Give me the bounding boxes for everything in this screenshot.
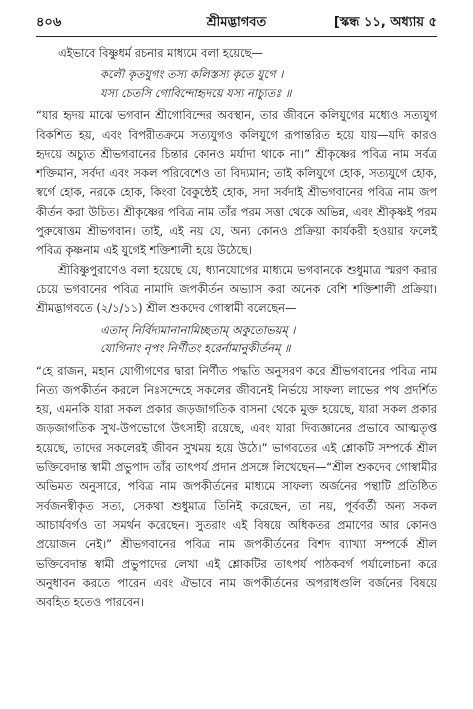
- page-number: ৪০৬: [36, 14, 62, 30]
- intro-paragraph: এইভাবে বিষ্ণুধর্ম রচনার মাধ্যমে বলা হয়েছে—: [58, 46, 263, 60]
- verse-line: কলৌ কৃতযুগং তস্য কলিস্তস্য কৃতে যুগে ।: [100, 67, 284, 82]
- body-paragraph: “যার হৃদয় মাঝে ভগবান শ্রীগোবিন্দের অবস্থান, তার জীবনে কলিযুগের মধ্যেও সত্যযুগ বিকশিত হয়, এবং বিপরীতক্রমে সত্যযুগও কলিযুগে রূপান্তরিত হয়ে যায়—যদি কারও হৃদয়ে অচ্যুত শ্রীভগবানের চিন্তার কোনও মর্যাদা থাকে না।” শ্রীকৃষ্ণের পবিত্র নাম সর্বত্র শক্তিমান, সর্বদা এবং সকল পরিবেশেও তা বিদ্যমান; তাই কলিযুগে হোক, সত্যযুগে হোক, স্বর্গে হোক, নরকে হোক, কিংবা বৈকুন্ঠেই হোক, সদা সর্বদাই শ্রীভগবানের পবিত্র নাম জপ কীর্তন করা উচিত। শ্রীকৃষ্ণের পবিত্র নাম তাঁর পরম সত্তা থেকে অভিন্ন, এবং শ্রীকৃষ্ণই পরম পুরুষোত্তম শ্রীভগবান। তাই, এই নয় যে, অন্য কোনও প্রক্রিয়া কার্যকরী হওয়ার ফলেই পবিত্র কৃষ্ণনাম এই যুগেই শক্তিশালী হয়ে উঠেছে।: [36, 108, 437, 258]
- verse-line: এতান্ নির্বিদ্যমানানামিচ্ছতাম্ অকুতোভয়ম্ ।: [100, 322, 296, 337]
- verse-line: যস্য চেতসি গোবিন্দোহৃদয়ে যস্য নাচ্যুতঃ ॥: [100, 85, 292, 100]
- verse-line: যোগিনাং নৃপং নির্ণীতং হরের্নামানুকীর্তনম্ ॥: [100, 341, 291, 356]
- page-body: [36, 44, 437, 703]
- chapter-reference: [স্কন্ধ ১১, অধ্যায় ৫: [333, 14, 437, 30]
- body-paragraph: শ্রীবিষ্ণুপুরাণেও বলা হয়েছে যে, ধ্যানযোগের মাধ্যমে ভগবানকে শুধুমাত্র স্মরণ করার চেয়ে ভগবানের পবিত্র নামাদি জপকীর্তন অভ্যাস করা অনেক বেশি শক্তিশালী প্রক্রিয়া। শ্রীমদ্ভাগবতে (২/১/১১) শ্রীল শুকদেব গোস্বামী বলেছেন—: [36, 262, 437, 316]
- sanskrit-verse-2: [100, 321, 437, 358]
- sanskrit-verse-1: [100, 65, 437, 102]
- body-paragraph: “হে রাজন, মহান যোগীগণের দ্বারা নির্ণীত পদ্ধতি অনুসরণ করে শ্রীভগবানের পবিত্র নাম নিত্য জপকীর্তন করলে নিঃসন্দেহে সকলের জীবনেই নির্ভয়ে সাফল্য লাভের পথ প্রদর্শিত হয়, এমনকি যারা সকল প্রকার জড়জাগতিক বাসনা থেকে মুক্ত হয়েছে, যারা সকল প্রকার জড়জাগতিক সুখ-উপভোগে উৎসাহী রয়েছে, এবং যারা দিব্যজ্ঞানের প্রভাবে আত্মতৃপ্ত হয়েছে, তাদের সকলেরই জীবন সুখময় হয়ে উঠে।” ভাগবতের এই শ্লোকটি সম্পর্কে শ্রীল ভক্তিবেদান্ত স্বামী প্রভুপাদ তাঁর তাৎপর্য প্রদান প্রসঙ্গে লিখেছেন—“শ্রীল শুকদেব গোস্বামীর অভিমত অনুসারে, পবিত্র নাম জপকীর্তনের মাধ্যমে সাফল্য অর্জনের পন্থাটি প্রতিষ্ঠিত সর্বজনস্বীকৃত সত্য, সেকথা শুধুমাত্র তিনিই করেছেন, তা নয়, পূর্ববর্তী অন্য সকল আচার্যবর্গও তা সমর্থন করেছেন। সুতরাং এই বিষয়ে অধিকতর প্রমাণের আর কোনও প্রয়োজন নেই।” শ্রীভগবানের পবিত্র নাম জপকীর্তনের বিশদ ব্যাখ্যা সম্পর্কে শ্রীল ভক্তিবেদান্ত স্বামী প্রভুপাদের লেখা এই শ্লোকটির তাৎপর্য পাঠকবর্গ পর্যালোচনা করে অনুধাবন করতে পারেন এবং ঐভাবে নাম জপকীর্তনের অপরাধগুলি বর্জনের বিষয়ে অবহিত হতেও পারবেন।: [36, 363, 437, 610]
- header-rule: [36, 36, 437, 37]
- book-title: শ্রীমদ্ভাগবত: [206, 14, 267, 30]
- running-header: [36, 12, 437, 34]
